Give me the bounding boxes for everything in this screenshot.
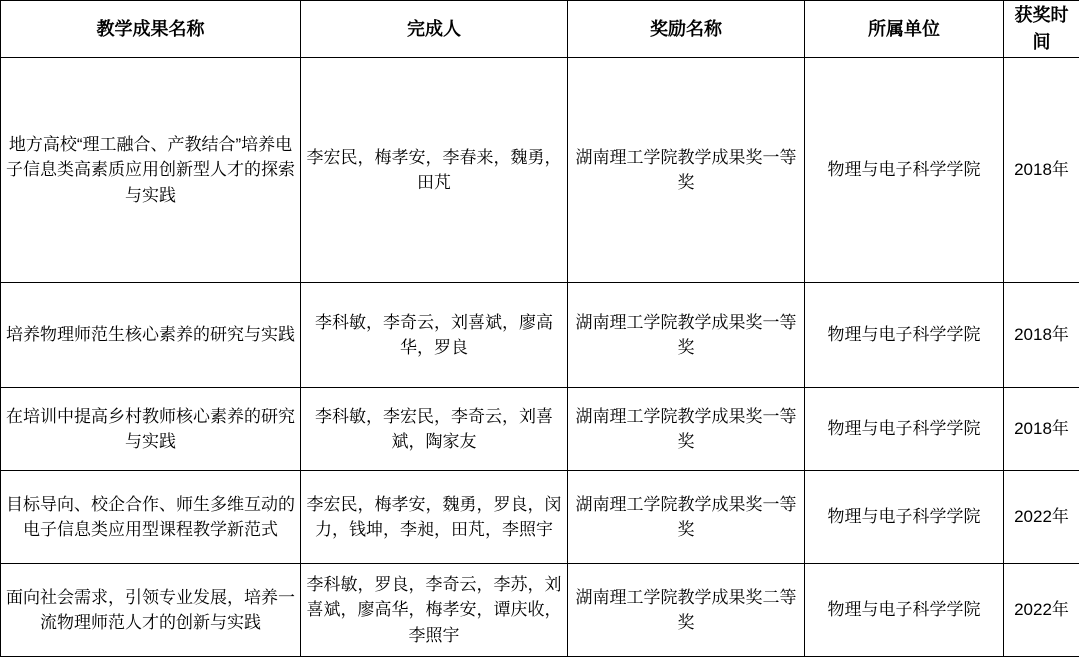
cell-achievement-name: 在培训中提高乡村教师核心素养的研究与实践 <box>1 388 301 471</box>
table-row <box>1 471 1079 564</box>
cell-contributors: 李宏民，梅孝安，魏勇，罗良，闵力，钱坤，李昶，田芃，李照宇 <box>301 471 568 564</box>
cell-unit: 物理与电子科学学院 <box>805 471 1004 564</box>
cell-award-time: 2018年 <box>1004 388 1079 471</box>
cell-achievement-name: 目标导向、校企合作、师生多维互动的电子信息类应用型课程教学新范式 <box>1 471 301 564</box>
cell-award-name: 湖南理工学院教学成果奖一等奖 <box>568 471 805 564</box>
cell-contributors: 李科敏，李宏民，李奇云，刘喜斌，陶家友 <box>301 388 568 471</box>
cell-award-name: 湖南理工学院教学成果奖二等奖 <box>568 564 805 657</box>
cell-contributors: 李科敏，罗良，李奇云，李苏，刘喜斌，廖高华，梅孝安，谭庆收，李照宇 <box>301 564 568 657</box>
cell-award-name: 湖南理工学院教学成果奖一等奖 <box>568 58 805 283</box>
cell-award-name: 湖南理工学院教学成果奖一等奖 <box>568 283 805 388</box>
cell-award-time: 2022年 <box>1004 471 1079 564</box>
cell-award-time: 2018年 <box>1004 58 1079 283</box>
cell-contributors: 李宏民，梅孝安，李春来，魏勇，田芃 <box>301 58 568 283</box>
column-header-award-time: 获奖时间 <box>1004 1 1079 58</box>
table-row <box>1 388 1079 471</box>
column-header-contributors: 完成人 <box>301 1 568 58</box>
cell-achievement-name: 培养物理师范生核心素养的研究与实践 <box>1 283 301 388</box>
table-row <box>1 58 1079 283</box>
cell-achievement-name: 面向社会需求，引领专业发展，培养一流物理师范人才的创新与实践 <box>1 564 301 657</box>
table-header-row <box>1 1 1079 58</box>
cell-award-time: 2018年 <box>1004 283 1079 388</box>
cell-unit: 物理与电子科学学院 <box>805 564 1004 657</box>
cell-award-time: 2022年 <box>1004 564 1079 657</box>
column-header-award-name: 奖励名称 <box>568 1 805 58</box>
cell-award-name: 湖南理工学院教学成果奖一等奖 <box>568 388 805 471</box>
cell-contributors: 李科敏，李奇云，刘喜斌，廖高华，罗良 <box>301 283 568 388</box>
table-row <box>1 283 1079 388</box>
cell-achievement-name: 地方高校“理工融合、产教结合”培养电子信息类高素质应用创新型人才的探索与实践 <box>1 58 301 283</box>
table-row <box>1 564 1079 657</box>
cell-unit: 物理与电子科学学院 <box>805 283 1004 388</box>
cell-unit: 物理与电子科学学院 <box>805 58 1004 283</box>
cell-unit: 物理与电子科学学院 <box>805 388 1004 471</box>
column-header-achievement-name: 教学成果名称 <box>1 1 301 58</box>
column-header-unit: 所属单位 <box>805 1 1004 58</box>
